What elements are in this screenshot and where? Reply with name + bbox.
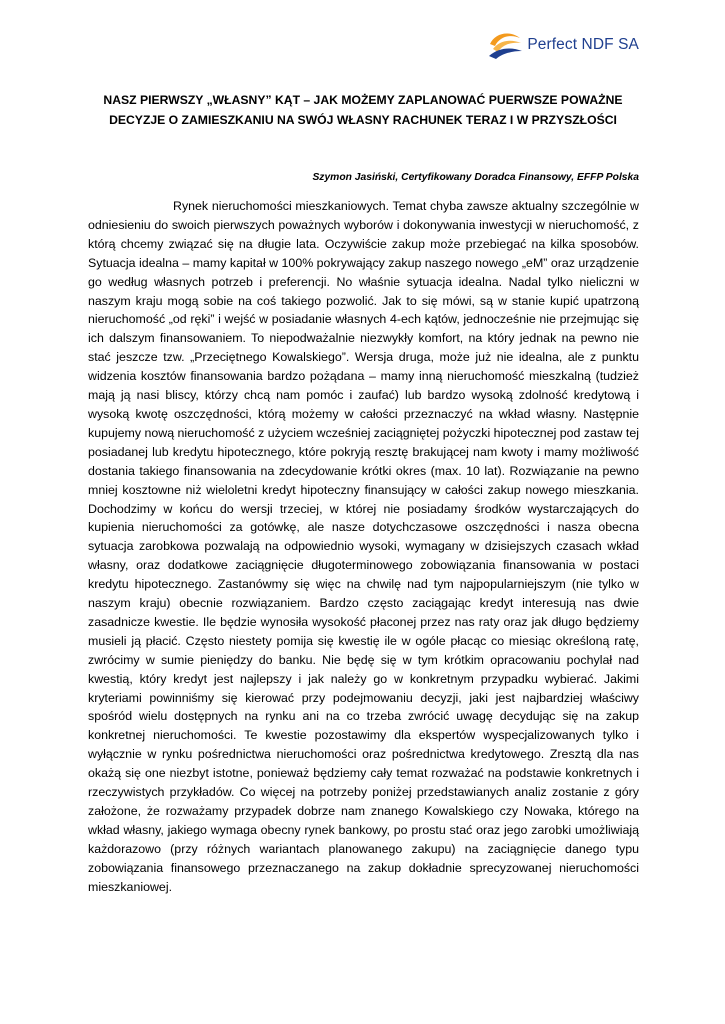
perfect-ndf-swoosh-logo-icon [487,30,523,60]
company-logo-text: Perfect NDF SA [527,36,639,53]
article-title-line-2: DECYZJE O ZAMIESZKANIU NA SWÓJ WŁASNY RACHUNEK TERAZ I W PRZYSZŁOŚCI [109,113,617,127]
company-logo [487,30,639,60]
article-author: Szymon Jasiński, Certyfikowany Doradca Finansowy, EFFP Polska [312,172,639,183]
article-body-paragraph: Rynek nieruchomości mieszkaniowych. Temat chyba zawsze aktualny szczególnie w odniesieniu do swoich pierwszych poważnych wyborów i dokonywania inwestycji w nieruchomość, z którą chcemy związać się na długie lata. Oczywiście zakup może przebiegać na kilka sposobów. Sytuacja idealna – mamy kapitał w 100% pokrywający zakup naszego nowego „eM” oraz urządzenie go według własnych potrzeb i preferencji. No właśnie sytuacja idealna. Nadal tylko nieliczni w naszym kraju mogą sobie na coś takiego pozwolić. Jak to się mówi, są w stanie kupić upatrzoną nieruchomość „od ręki” i wejść w posiadanie własnych 4-ech kątów, jednocześnie nie przejmując się ich dalszym finansowaniem. To niepodważalnie niezwykły komfort, na który jednak na pewno nie stać jeszcze tzw. „Przeciętnego Kowalskiego”. Wersja druga, może już nie idealna, ale z punktu widzenia kosztów finansowania bardzo pożądana – mamy inną nieruchomość mieszkalną (tudzież mają ją nasi bliscy, którzy chcą nam pomóc i zaufać) lub bardzo wysoką zdolność kredytową i wysoką kwotę oszczędności, którą możemy w całości przeznaczyć na wkład własny. Następnie kupujemy nową nieruchomość z użyciem wcześniej zaciągniętej pożyczki hipotecznej pod zastaw tej posiadanej lub kredytu hipotecznego, które pokryją resztę brakującej nam kwoty i mamy możliwość dostania takiego finansowania na zdecydowanie krótki okres (max. 10 lat). Rozwiązanie na pewno mniej kosztowne niż wieloletni kredyt hipoteczny finansujący w całości zakup nowego mieszkania. Dochodzimy w końcu do wersji trzeciej, w której nie posiadamy środków wystarczających do kupienia nieruchomości za gotówkę, ale nasze dotychczasowe oszczędności i nasza obecna sytuacja zarobkowa pozwalają na odpowiednio wysoki, wymagany w dzisiejszych czasach wkład własny, oraz dodatkowe zaciągnięcie długoterminowego zobowiązania finansowania w postaci kredytu hipotecznego. Zastanówmy się więc na chwilę nad tym najpopularniejszym (nie tylko w naszym kraju) obecnie rozwiązaniem. Bardzo często zaciągając kredyt interesują nas dwie zasadnicze kwestie. Ile będzie wynosiła wysokość płaconej przez nas raty oraz jak długo będziemy musieli ją płacić. Często niestety pomija się kwestię ile w ogóle płacąc co miesiąc określoną ratę, zwrócimy w sumie pieniędzy do banku. Nie będę się w tym krótkim opracowaniu pochylał nad kwestią, który kredyt jest najlepszy i jak należy go w konkretnym przypadku wybierać. Jakimi kryteriami powinniśmy się kierować przy podejmowaniu decyzji, jaki jest najbardziej właściwy spośród wielu dostępnych na rynku ani na co trzeba zwrócić uwagę decydując się na zakup konkretnej nieruchomości. Te kwestie pozostawimy dla ekspertów wyspecjalizowanych tylko i wyłącznie w rynku pośrednictwa nieruchomości oraz pośrednictwa kredytowego. Zresztą dla nas okażą się one niezbyt istotne, ponieważ będziemy cały temat rozważać na podstawie konkretnych i rzeczywistych przykładów. Co więcej na potrzeby poniżej przedstawianych analiz zostanie z góry założone, że rozważamy przypadek dobrze nam znanego Kowalskiego czy Nowaka, którego na wkład własny, jakiego wymaga obecny rynek bankowy, po prostu stać oraz jego zarobki umożliwiają każdorazowo (przy różnych wariantach planowanego zakupu) na zaciągnięcie danego typu zobowiązania finansowego przeznaczanego na zakup dokładnie sprecyzowanej nieruchomości mieszkaniowej. [88,199,639,894]
article-title [88,90,638,130]
article-title-line-1: NASZ PIERWSZY „WŁASNY” KĄT – JAK MOŻEMY ZAPLANOWAĆ PUERWSZE POWAŻNE [103,93,623,107]
